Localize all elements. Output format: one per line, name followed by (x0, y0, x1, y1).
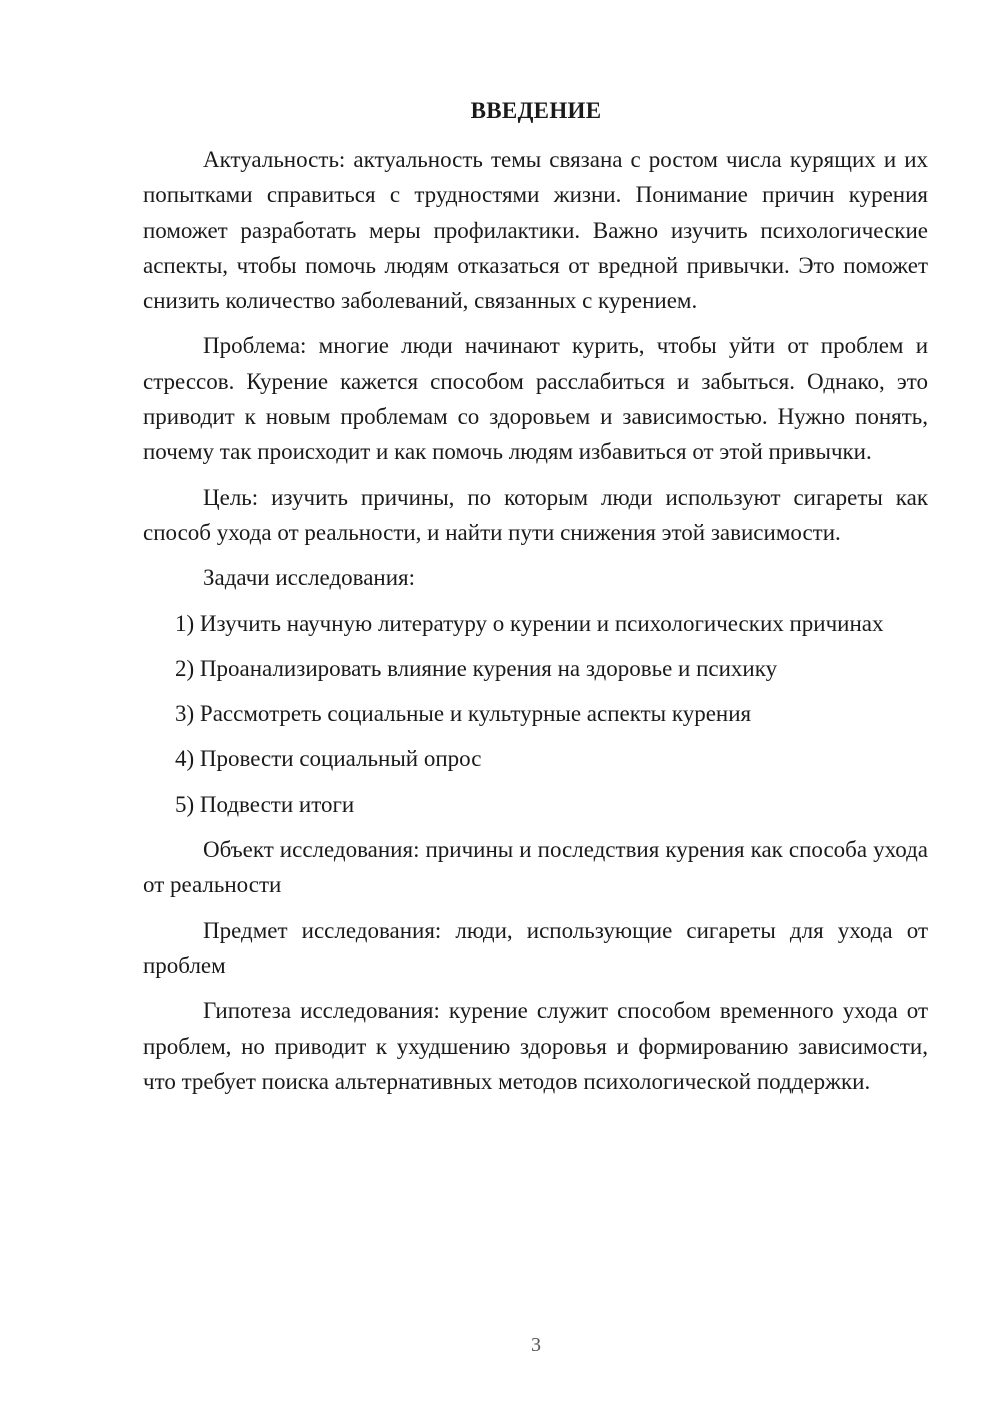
task-item-4: 4) Провести социальный опрос (175, 746, 482, 772)
document-body (143, 142, 928, 1109)
subject-paragraph: Предмет исследования: люди, использующие сигареты для ухода от проблем (143, 917, 928, 978)
tasks-heading: Задачи исследования: (203, 565, 416, 591)
task-item-2: 2) Проанализировать влияние курения на здоровье и психику (175, 655, 778, 681)
problem-paragraph: Проблема: многие люди начинают курить, чтобы уйти от проблем и стрессов. Курение кажется способом расслабиться и забыться. Однако, это приводит к новым проблемам со здоровьем и зависимостью. Нужно понять, почему так происходит и как помочь людям избавиться от этой привычки. (143, 333, 928, 465)
hypothesis-paragraph: Гипотеза исследования: курение служит способом временного ухода от проблем, но приводит к ухудшению здоровья и формированию зависимости, что требует поиска альтернативных методов психологической поддержки. (143, 998, 928, 1094)
task-item-5: 5) Подвести итоги (175, 791, 355, 817)
page-title: ВВЕДЕНИЕ (470, 98, 602, 123)
goal-paragraph: Цель: изучить причины, по которым люди используют сигареты как способ ухода от реальности, и найти пути снижения этой зависимости. (143, 484, 928, 545)
object-paragraph: Объект исследования: причины и последствия курения как способа ухода от реальности (143, 837, 928, 898)
relevance-paragraph: Актуальность: актуальность темы связана с ростом числа курящих и их попытками справиться с трудностями жизни. Понимание причин курения поможет разработать меры профилактики. Важно изучить психологические аспекты, чтобы помочь людям отказаться от вредной привычки. Это поможет снизить количество заболеваний, связанных с курением. (143, 147, 928, 314)
page-number: 3 (531, 1334, 541, 1356)
task-item-1: 1) Изучить научную литературу о курении и психологических причинах (175, 610, 884, 636)
task-item-3: 3) Рассмотреть социальные и культурные аспекты курения (175, 701, 752, 727)
